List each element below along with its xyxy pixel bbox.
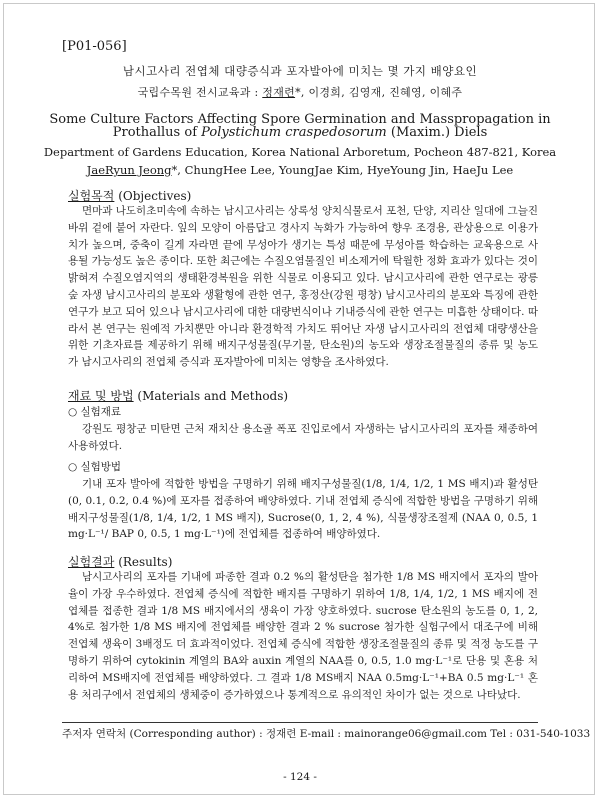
abstract-code: [P01-056] xyxy=(62,39,127,54)
authors-english xyxy=(0,163,600,177)
objectives-body: 면마과 나도히초미속에 속하는 남시고사리는 상록성 양치식물로서 포천, 단양, 지리산 일대에 그늘진 바위 겉에 붙어 자란다. 잎의 모양이 아름답고 경사지 녹화가 가능하여 향우 조경용, 관상용으로 이용가치가 높으며, 중축이 길게 자라면 끝에 무성아가 생기는 특성 때문에 무성아를 학습하는 교육용으로 사용될 가능성도 높은 종이다. 또한 최근에는 수질오염물질인 비소제거에 탁월한 정화 효과가 있다는 것이 밝혀져 수질오염지역의 생태환경복원을 위한 식물로 이용되고 있다. 남시고사리에 관한 연구로는 광릉숲 자생 남시고사리의 분포와 생활형에 관한 연구, 홍정산(강원 평창) 남시고사리의 분포와 특징에 관한 연구가 보고 되어 있으나 남시고사리에 대한 대량번식이나 기내증식에 관한 연구는 미흡한 상태이다. 따라서 본 연구는 원예적 가치뿐만 아니라 환경학적 가치도 뛰어난 자생 남시고사리의 전엽체 대량생산을 위한 기초자료를 제공하기 위해 배지구성물질(무기물, 탄소원)의 농도와 생장조절물질의 종류 및 농도가 남시고사리의 전엽체 증식과 포자발아에 미치는 영향을 조사하였다. xyxy=(68,205,538,369)
methods-subheading: ○ 실험방법 xyxy=(68,461,122,473)
page-number: - 124 - xyxy=(283,771,317,783)
results-heading-ko: 실험결과 xyxy=(68,555,115,569)
title-en-line2-a: Prothallus of xyxy=(112,125,202,140)
presenter-name-en: JaeRyun Jeong xyxy=(86,163,172,177)
materials-subheading: ○ 실험재료 xyxy=(68,406,122,418)
authors-ko-prefix: 국립수목원 전시교육과 : xyxy=(137,86,263,99)
title-en-line2 xyxy=(0,126,600,139)
materials-body: 강원도 평창군 미탄면 근처 재치산 용소골 폭포 진입로에서 자생하는 남시고사리의 포자를 채종하여 사용하였다. xyxy=(68,423,538,452)
results-body: 남시고사리의 포자를 기내에 파종한 결과 0.2 %의 활성탄을 첨가한 1/8 MS 배지에서 포자의 발아율이 가장 우수하였다. 전엽체 증식에 적합한 배지를 구명하기 위하여 1/8, 1/4, 1/2, 1 MS 배지에 전엽체를 접종한 결과 1/8 MS 배지에서의 생육이 가장 양호하였다. sucrose 탄소원의 농도를 0, 1, 2, 4%로 첨가한 1/8 MS 배지에 전엽체를 배양한 결과 2 % sucrose 첨가한 실험구에서 대조구에 비해 전엽체 생육이 3배정도 더 효과적이었다. 전엽체 증식에 적합한 생장조절물질의 종류 및 적정 농도를 구명하기 위하여 cytokinin 계열의 BA와 auxin 계열의 NAA를 0, 0.5, 1.0 mg·L⁻¹로 단용 및 혼용 처리하여 MS배지에 전엽체를 배양하였다. 그 결과 1/8 MS배지 NAA 0.5mg·L⁻¹+BA 0.5 mg·L⁻¹ 혼용 처리구에서 전엽체의 생체중이 증가하였으나 통계적으로 유의적인 차이가 없는 것으로 나타났다. xyxy=(68,571,538,701)
objectives-heading-en: (Objectives) xyxy=(114,189,192,203)
objectives-heading xyxy=(68,187,191,204)
methods-heading-en: (Materials and Methods) xyxy=(133,389,289,403)
title-en-line1: Some Culture Factors Affecting Spore Germination and Masspropagation in xyxy=(49,112,551,127)
results-heading xyxy=(68,553,172,570)
title-korean: 남시고사리 전엽체 대량증식과 포자발아에 미치는 몇 가지 배양요인 xyxy=(122,64,478,78)
corresponding-author: 주저자 연락처 (Corresponding author) : 정재련 E-mail : mainorange06@gmail.com Tel : 031-540-1033 xyxy=(62,728,591,740)
results-heading-en: (Results) xyxy=(114,555,173,569)
authors-ko-rest: *, 이경희, 김영재, 진혜영, 이혜주 xyxy=(295,86,463,99)
department-english: Department of Gardens Education, Korea National Arboretum, Pocheon 487-821, Korea xyxy=(43,145,557,159)
objectives-heading-ko: 실험목적 xyxy=(68,189,115,203)
methods-heading-ko: 재료 및 방법 xyxy=(68,389,134,403)
footer-divider xyxy=(62,722,538,723)
title-en-line2-b: (Maxim.) Diels xyxy=(386,125,488,140)
title-english xyxy=(0,113,600,139)
methods-heading xyxy=(68,387,288,404)
methods-body: 기내 포자 발아에 적합한 방법을 구명하기 위해 배지구성물질(1/8, 1/4, 1/2, 1 MS 배지)과 활성탄 (0, 0.1, 0.2, 0.4 %)에 포자를 접종하여 배양하였다. 기내 전엽체 증식에 적합한 방법을 구명하기 위해 배지구성물질(1/8, 1/4, 1/2, 1 MS 배지), Sucrose(0, 1, 2, 4 %), 식물생장조절제 (NAA 0, 0.5, 1 mg·L⁻¹/ BAP 0, 0.5, 1 mg·L⁻¹)에 전엽체를 접종하여 배양하였다. xyxy=(68,478,538,541)
species-name: Polystichum craspedosorum xyxy=(201,125,387,140)
presenter-name-ko: 정재련 xyxy=(262,86,296,99)
authors-en-rest: *, ChungHee Lee, YoungJae Kim, HyeYoung Jin, HaeJu Lee xyxy=(171,163,514,177)
authors-korean xyxy=(0,84,600,100)
